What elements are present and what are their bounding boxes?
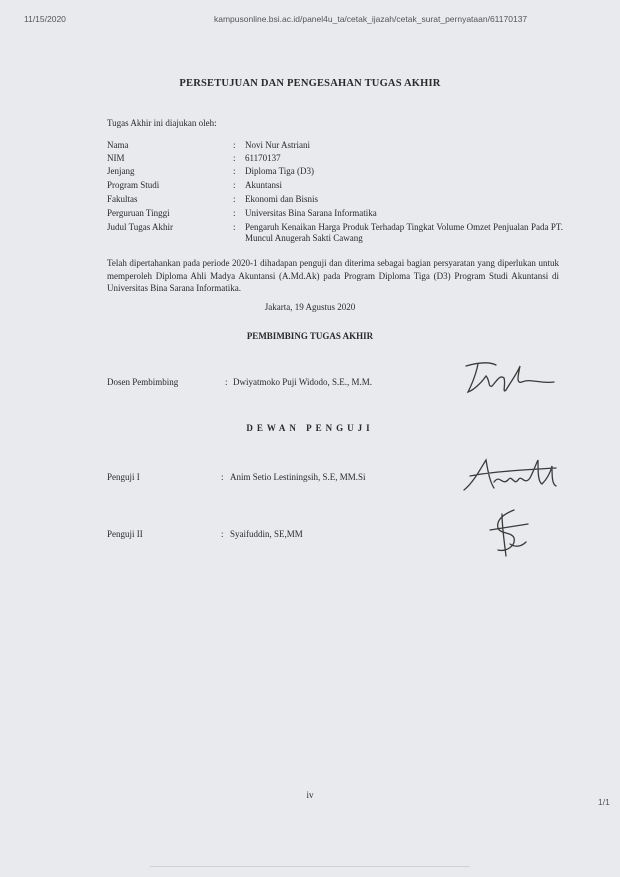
examiner-name: Syaifuddin, SE,MM [230,529,303,539]
supervisor-name: Dwiyatmoko Puji Widodo, S.E., M.M. [233,377,372,387]
field-separator: : [233,180,236,190]
field-label: Program Studi [107,180,160,190]
examiner-label: Penguji II [107,529,143,539]
place-date: Jakarta, 19 Agustus 2020 [264,302,356,312]
field-separator: : [233,166,236,176]
field-separator: : [233,222,236,232]
print-page-count: 1/1 [598,797,610,807]
field-value: Pengaruh Kenaikan Harga Produk Terhadap Tingkat Volume Omzet Penjualan Pada PT. Muncul Anugerah Sakti Cawang [245,222,563,243]
examiner-name: Anim Setio Lestiningsih, S.E, MM.Si [230,472,366,482]
field-separator: : [225,377,228,387]
statement-paragraph: Telah dipertahankan pada periode 2020-1 dihadapan penguji dan diterima sebagai bagian persyaratan yang diperlukan untuk memperoleh Diploma Ahli Madya Akuntansi (A.Md.Ak) pada Program Diploma Tiga (D3) Program Studi Akuntansi di Universitas Bina Sarana Informatika. [107,258,559,293]
field-value: Ekonomi dan Bisnis [245,194,319,204]
field-separator: : [233,208,236,218]
supervisor-signature [460,356,560,398]
field-separator: : [233,153,236,163]
examiner-1-signature [460,452,560,498]
field-label: Judul Tugas Akhir [107,222,174,232]
field-label: Nama [107,140,129,150]
print-url: kampusonline.bsi.ac.id/panel4u_ta/cetak_ijazah/cetak_surat_pernyataan/61170137 [214,14,528,24]
examiner-label: Penguji I [107,472,140,482]
field-value: Diploma Tiga (D3) [245,166,315,176]
field-value: Novi Nur Astriani [245,140,310,150]
scan-artifact [150,866,470,867]
print-date: 11/15/2020 [24,14,66,24]
document-title: PERSETUJUAN DAN PENGESAHAN TUGAS AKHIR [179,78,441,89]
supervisor-label: Dosen Pembimbing [107,377,179,387]
examiners-heading: DEWAN PENGUJI [246,423,374,433]
field-separator: : [221,529,224,539]
field-separator: : [221,472,224,482]
page-number: iv [306,790,314,800]
examiner-2-signature [484,506,534,558]
intro-text: Tugas Akhir ini diajukan oleh: [107,118,217,128]
field-label: Perguruan Tinggi [107,208,170,218]
field-separator: : [233,140,236,150]
supervisor-heading: PEMBIMBING TUGAS AKHIR [246,331,374,341]
field-label: Fakultas [107,194,138,204]
field-value: Akuntansi [245,180,282,190]
field-value: 61170137 [245,153,281,163]
field-separator: : [233,194,236,204]
field-label: NIM [107,153,125,163]
field-label: Jenjang [107,166,135,176]
field-value: Universitas Bina Sarana Informatika [245,208,377,218]
